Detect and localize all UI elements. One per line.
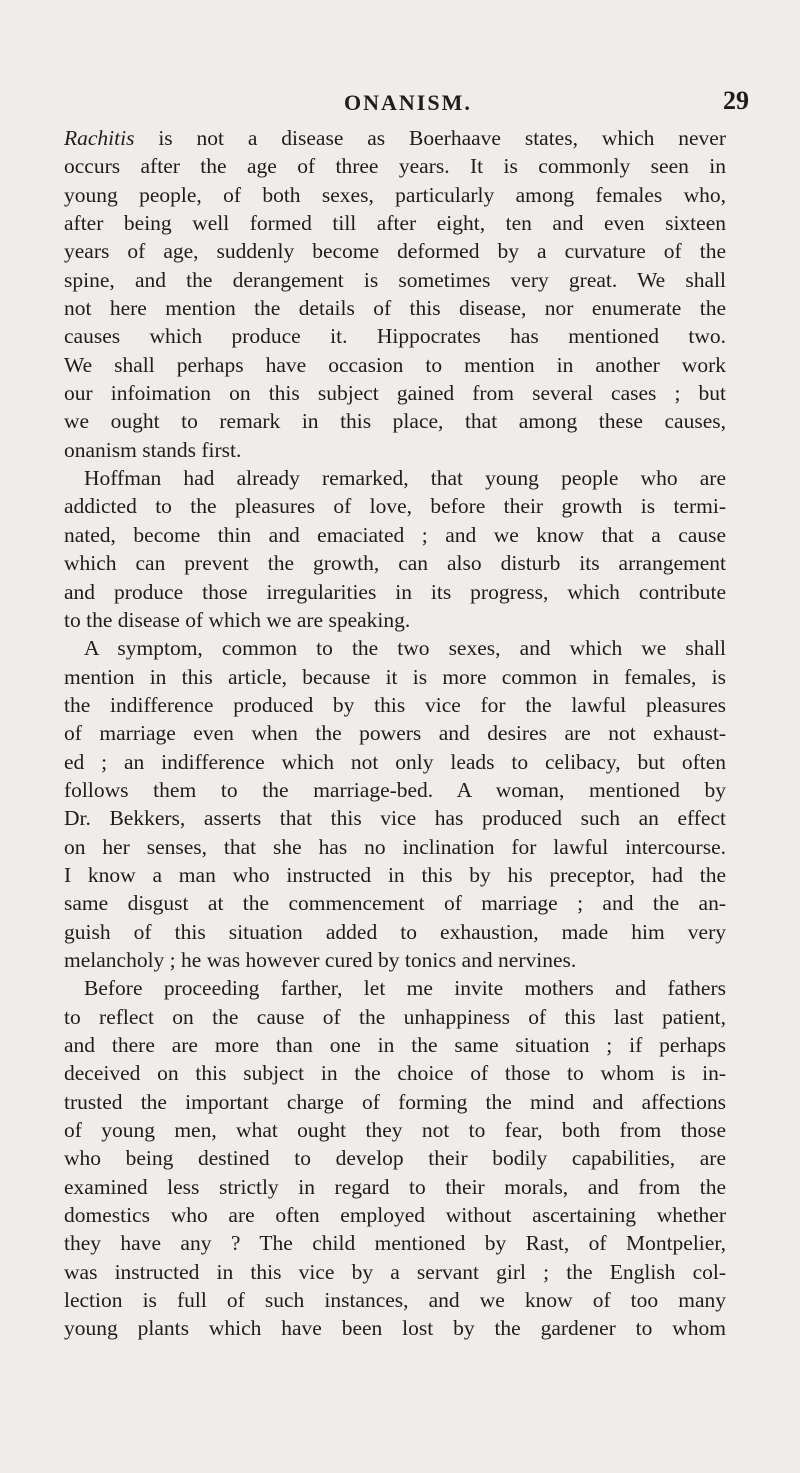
text-line: after being well formed till after eight, ten and even sixteen [64,211,726,236]
text-line: nated, become thin and emaciated ; and we know that a cause [64,522,726,547]
text-line: of young men, what ought they not to fear, both from those [64,1118,726,1143]
running-head [0,86,800,116]
text-line: Before proceeding farther, let me invite mothers and fathers [84,976,726,1001]
text-line: the indifference produced by this vice for the lawful pleasures [64,692,726,717]
text-line [64,124,726,152]
text-line: A symptom, common to the two sexes, and which we shall [84,636,726,661]
text-line: causes which produce it. Hippocrates has mentioned two. [64,324,726,349]
text-line: spine, and the derangement is sometimes very great. We shall [64,267,726,292]
text-line: occurs after the age of three years. It is commonly seen in [64,154,726,179]
text-line: guish of this situation added to exhaustion, made him very [64,919,726,944]
text-line: I know a man who instructed in this by his preceptor, had the [64,862,726,887]
text-line: not here mention the details of this disease, nor enumerate the [64,296,726,321]
text-line: lection is full of such instances, and we know of too many [64,1288,726,1313]
text-line: was instructed in this vice by a servant girl ; the English col- [64,1259,726,1284]
text-line: young plants which have been lost by the gardener to whom [64,1316,726,1341]
text-line: same disgust at the commencement of marriage ; and the an- [64,891,726,916]
text-line: to reflect on the cause of the unhappiness of this last patient, [64,1004,726,1029]
text-line: who being destined to develop their bodily capabilities, are [64,1146,726,1171]
text-line: our infoimation on this subject gained from several cases ; but [64,381,726,406]
page-number: 29 [723,86,749,115]
text-line: and there are more than one in the same situation ; if perhaps [64,1033,726,1057]
text-line: follows them to the marriage-bed. A woman, mentioned by [64,777,726,802]
text-line: they have any ? The child mentioned by Rast, of Montpelier, [64,1231,726,1256]
text-line: Hoffman had already remarked, that young people who are [84,466,726,491]
text-line: addicted to the pleasures of love, before their growth is termi- [64,494,726,519]
text-line: young people, of both sexes, particularly among females who, [64,182,726,207]
text-line: to the disease of which we are speaking. [64,607,411,632]
text-line: we ought to remark in this place, that among these causes, [64,409,726,434]
running-title: ONANISM. [344,90,472,115]
text-line: which can prevent the growth, can also disturb its arrangement [64,551,726,576]
text-line: examined less strictly in regard to their morals, and from the [64,1174,726,1199]
text-line: on her senses, that she has no inclination for lawful intercourse. [64,834,726,859]
line-text: is not a disease as Boerhaave states, which never [134,126,726,150]
text-line: onanism stands first. [64,437,242,462]
text-line: trusted the important charge of forming the mind and affections [64,1089,726,1114]
text-line: ed ; an indifference which not only leads to celibacy, but often [64,749,726,774]
text-line: years of age, suddenly become deformed by a curvature of the [64,239,726,264]
italic-term: Rachitis [64,126,135,150]
text-line: melancholy ; he was however cured by tonics and nervines. [64,947,577,972]
text-line: Dr. Bekkers, asserts that this vice has produced such an effect [64,806,726,831]
text-line: mention in this article, because it is more common in females, is [64,664,726,689]
text-line: of marriage even when the powers and desires are not exhaust- [64,721,726,746]
text-line: and produce those irregularities in its progress, which contribute [64,579,726,604]
body-text [64,124,726,1343]
text-line: domestics who are often employed without ascertaining whether [64,1203,726,1228]
text-line: We shall perhaps have occasion to mention in another work [64,352,726,377]
text-line: deceived on this subject in the choice of those to whom is in- [64,1061,726,1086]
